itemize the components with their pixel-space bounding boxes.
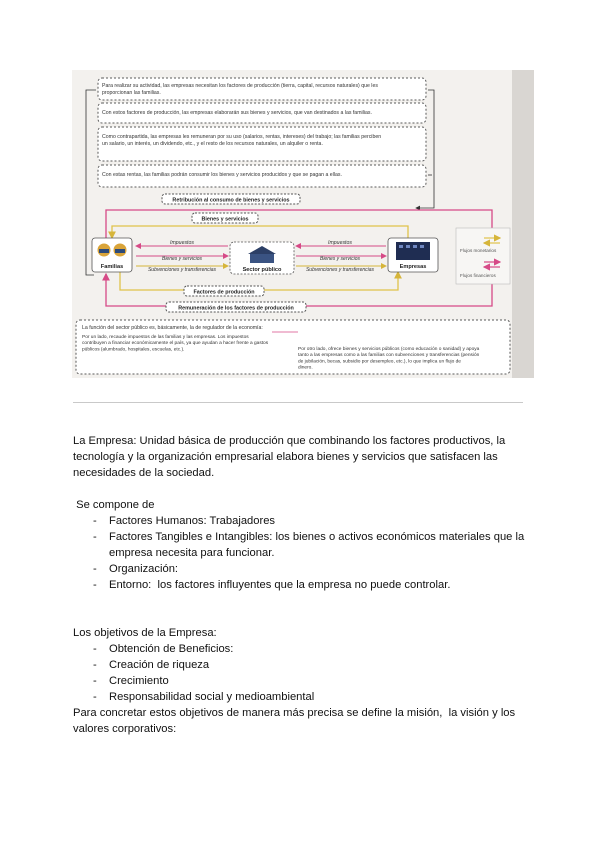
sector-publico-explanation xyxy=(76,320,510,374)
flow-label-factores: Factores de producción xyxy=(193,289,255,296)
node-empresas-label: Empresas xyxy=(399,264,427,270)
explanation-box-3 xyxy=(98,127,426,161)
economic-flow-diagram xyxy=(72,70,534,378)
explanation-box-2-text: Con estos factores de producción, las empresas elaborarán sus bienes y servicios, que van destinados a las familias. xyxy=(102,110,372,116)
explanation-right: Por otro lado, ofrece bienes y servicios públicos (como educación o sanidad) y apoya tanto a las empresas como a las familias con subvenciones y transferencias (pensión de jubilación, becas, subsidio por desempleo, etc.), lo que implica un flujo de dinero. xyxy=(298,347,480,371)
explanation-intro: La función del sector público es, básicamente, la de regulador de la economía: xyxy=(82,325,263,331)
list-item: - Organización: xyxy=(93,561,533,577)
list-item: - Creación de riqueza xyxy=(93,657,533,673)
right-subvenciones-label: Subvenciones y transferencias xyxy=(305,267,375,273)
company-building-icon xyxy=(396,242,430,260)
node-sector-publico xyxy=(230,242,294,274)
list-item: - Obtención de Beneficios: xyxy=(93,641,533,657)
list-item: - Entorno: los factores influyentes que la empresa no puede controlar. xyxy=(93,577,533,593)
compone-heading: Se compone de xyxy=(73,499,155,511)
explanation-box-1-text: Para realizar su actividad, las empresas necesitan los factores de producción (tierra, capital, recursos naturales) que les proporcionan las familias. xyxy=(102,83,378,96)
node-sector-publico-label: Sector público xyxy=(242,267,282,273)
explanation-left: Por un lado, recaude impuestos de las familias y las empresas. Los impuestos contribuyen a financiar económicamente el país, ya que ayudan a hacer frente a gastos públicos (alumbrado, hospitales, escuelas, etc.). xyxy=(82,335,269,353)
objetivos-list xyxy=(73,641,533,705)
left-impuestos-label: Impuestos xyxy=(170,240,194,246)
objetivos-heading: Los objetivos de la Empresa: xyxy=(73,627,217,639)
left-bienes-label: Bienes y servicios xyxy=(161,256,203,262)
node-familias xyxy=(92,238,132,272)
node-familias-label: Familias xyxy=(100,264,124,270)
final-paragraph: Para concretar estos objetivos de manera más precisa se define la misión, la visión y los valores corporativos: xyxy=(73,707,519,735)
list-item: - Crecimiento xyxy=(93,673,533,689)
node-empresas xyxy=(388,238,438,272)
explanation-box-4 xyxy=(98,165,426,187)
flow-label-remuneracion: Remuneración de los factores de producción xyxy=(178,305,294,312)
list-item: - Factores Tangibles e Intangibles: los bienes o activos económicos materiales que la empresa necesita para funcionar. xyxy=(93,529,533,561)
legend-financieros-label: Flujos financieros xyxy=(460,273,496,278)
explanation-box-2 xyxy=(98,103,426,123)
section-divider xyxy=(73,402,523,403)
legend-monetarios-label: Flujos monetarios xyxy=(460,248,497,253)
explanation-box-1 xyxy=(98,78,426,100)
compone-list xyxy=(73,513,533,593)
left-subvenciones-label: Subvenciones y transferencias xyxy=(147,267,217,273)
legend xyxy=(456,228,510,284)
definition-paragraph: La Empresa: Unidad básica de producción que combinando los factores productivos, la tecnología y la organización empresarial elabora bienes y servicios que satisfacen las necesidades de la sociedad. xyxy=(73,435,506,479)
right-bienes-label: Bienes y servicios xyxy=(319,256,361,262)
diagram-svg xyxy=(72,70,534,378)
list-item: - Factores Humanos: Trabajadores xyxy=(93,513,533,529)
explanation-box-3-text: Como contrapartida, las empresas les remuneran por su uso (salarios, rentas, intereses) del trabajo; las familias perciben un salario, un interés, un dividendo, etc., y el resto de los recursos naturales, un alquiler o renta. xyxy=(102,134,382,147)
flow-label-retribucion: Retribución al consumo de bienes y servicios xyxy=(172,197,290,204)
right-impuestos-label: Impuestos xyxy=(328,240,352,246)
document-body xyxy=(73,433,533,737)
scan-edge-shadow xyxy=(512,70,534,378)
list-item: - Responsabilidad social y medioambiental xyxy=(93,689,533,705)
explanation-box-4-text: Con estas rentas, las familias podrán consumir los bienes y servicios producidos y que se pagan a ellas. xyxy=(102,172,342,178)
flow-label-bienes: Bienes y servicios xyxy=(201,216,249,223)
